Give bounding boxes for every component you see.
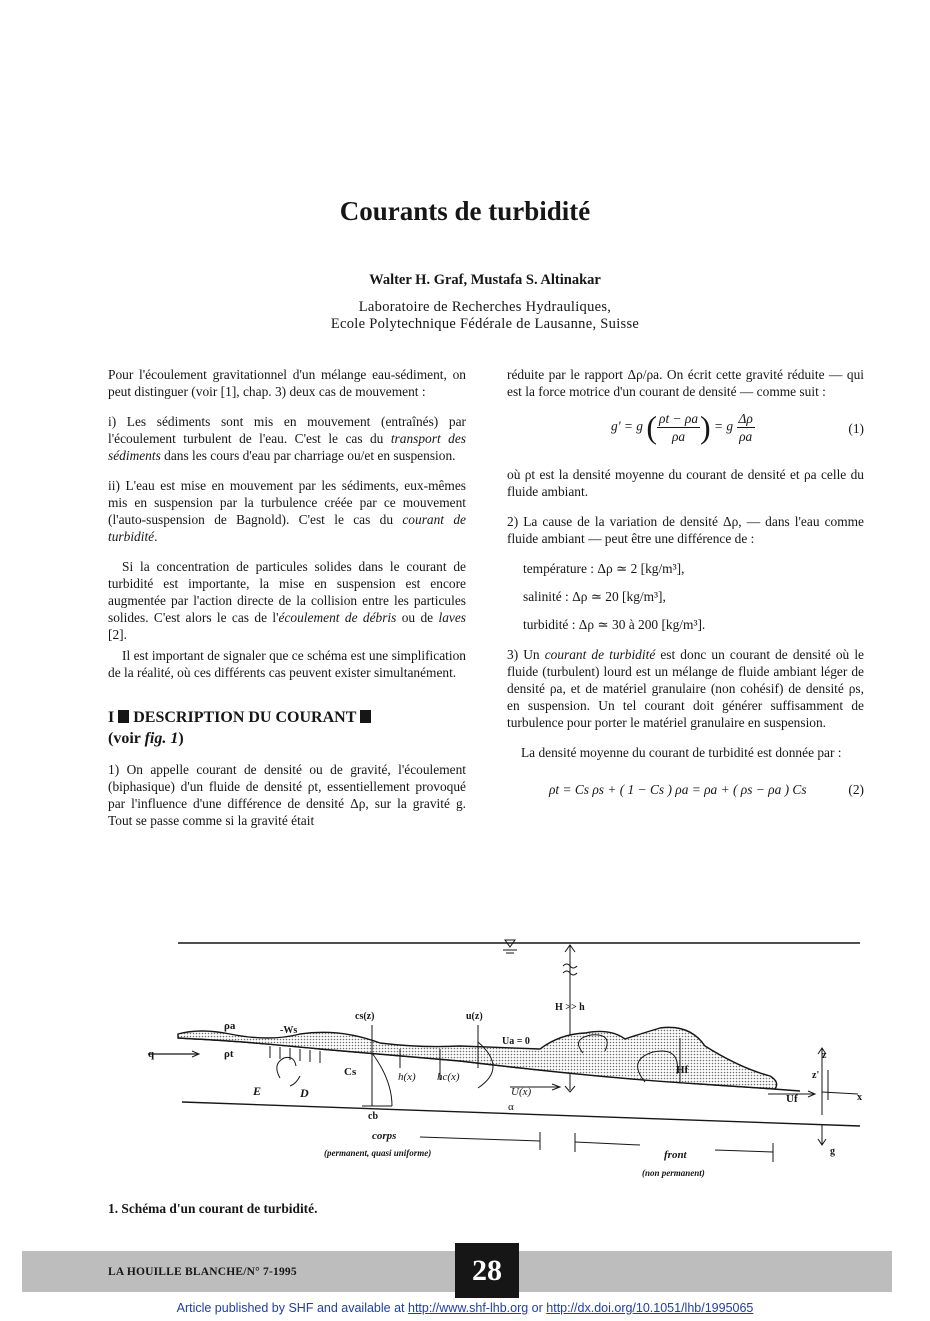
page-number: 28 [455,1243,519,1298]
eq1-mid: = g [714,418,734,434]
label-h-x: h(x) [398,1071,416,1083]
case-i-emphasis: transport des sédiments [108,431,466,463]
label-g: g [830,1146,835,1157]
x-axis [822,1092,858,1094]
turbidity-current-figure [0,930,930,1180]
label-rho-t: ρt [224,1048,234,1060]
square-bullet-icon [360,710,371,723]
label-ws: -Ws [280,1025,298,1036]
affiliation-line-1: Laboratoire de Recherches Hydrauliques, [358,299,612,315]
list-item: salinité : Δρ ≃ 20 [kg/m³], [523,589,666,604]
right-column [507,366,864,801]
density-cause-list [523,560,864,633]
journal-label: LA HOUILLE BLANCHE/N° 7-1995 [108,1266,297,1278]
para3-text-end: [2]. [108,627,127,642]
paren-open: ( [646,409,658,445]
para3-emphasis-2: laves [438,610,467,625]
paper-title: Courants de turbidité [339,196,591,226]
equation-1-number: (1) [848,421,864,436]
label-zp: z' [812,1070,820,1081]
label-alpha: α [508,1101,514,1113]
case-ii-paragraph [108,477,466,545]
mean-density-paragraph: La densité moyenne du courant de turbidité est donnée par : [521,745,842,760]
label-cs-z: cs(z) [355,1011,375,1022]
figure-caption: 1. Schéma d'un courant de turbidité. [108,1201,318,1216]
datum-line [182,1102,860,1126]
label-corps: corps [372,1130,397,1142]
para4-text-end: est donc un courant de densité où le fluide (turbulent) lourd est un mélange de fluide ambiant léger de densité ρa, et de matériel granulaire (non cohésif) de densité ρs, en suspension. Un tel courant doit générer suffisamment de turbulence pour porter le matériel granulaire en suspension. [507,647,864,730]
label-e: E [253,1084,262,1098]
eq1-numerator-2: Δρ [738,411,753,426]
label-u-z: u(z) [466,1011,483,1022]
label-u-x: U(x) [511,1086,532,1098]
label-cb: cb [368,1111,378,1122]
para3-emphasis-1: écoulement de débris [278,610,397,625]
affiliation-line-2: Ecole Polytechnique Fédérale de Lausanne, Suisse [330,316,640,332]
section-subtitle: (voir [108,730,145,747]
para3-text-mid: ou de [396,610,439,625]
notice-text: Article published by SHF and available at [176,1301,408,1315]
notice-text-mid: or [528,1301,547,1315]
label-ua0: Ua = 0 [502,1036,530,1047]
eq1-lhs: g' = g [611,418,643,434]
paren-close: ) [700,409,711,445]
case-i-paragraph [108,413,466,464]
case-ii-text: ii) L'eau est mise en mouvement par les sédiments, eux-mêmes mis en suspension par la turbulence créée par ce mouvement (l'auto-suspension de Bagnold). C'est le cas du [108,478,466,527]
section-subtitle-end: ) [178,730,184,747]
label-rho-a: ρa [224,1020,236,1032]
density-cause-paragraph: 2) La cause de la variation de densité Δρ, — dans l'eau comme fluide ambiant — peut être une différence de : [507,514,864,546]
section-heading [108,707,466,749]
equation-1 [507,408,864,452]
left-column [108,366,466,842]
para4-text: 3) Un [507,647,545,662]
turbidity-current-paragraph [507,646,864,731]
label-hf: Hf [676,1064,689,1076]
para3-text: Si la concentration de particules solides dans le courant de turbidité est importante, la mise en suspension est encore augmentée par l'action directe de la collision entre les particules solides. C'est alors le cas de l' [108,559,466,625]
section-title: DESCRIPTION DU COURANT [133,709,357,726]
label-q: q [148,1048,155,1060]
density-definition-paragraph: où ρt est la densité moyenne du courant de densité et ρa celle du fluide ambiant. [507,467,864,499]
label-d: D [300,1086,309,1100]
authors: Walter H. Graf, Mustafa S. Altinakar [369,272,601,288]
case-ii-emphasis: courant de turbidité [108,512,466,544]
eq1-numerator: ρt − ρa [659,411,699,426]
case-i-text-end: dans les cours d'eau par charriage ou/et en suspension. [160,448,456,463]
equation-2 [507,781,864,801]
equation-2-number: (2) [848,782,864,797]
simplification-paragraph: Il est important de signaler que ce schéma est une simplification de la réalité, où ces différents cas peuvent exister simultanément. [108,648,466,680]
concentration-paragraph [108,558,466,643]
eq1-denominator-2: ρa [739,429,753,444]
list-item: turbidité : Δρ ≃ 30 à 200 [kg/m³]. [523,617,706,632]
publication-notice [0,1301,930,1315]
section-subtitle-ref: fig. 1 [144,730,179,747]
label-x: x [857,1092,862,1103]
intro-paragraph: Pour l'écoulement gravitationnel d'un mélange eau-sédiment, on peut distinguer (voir [1], chap. 3) deux cas de mouvement : [108,367,466,399]
label-corps-sub: (permanent, quasi uniforme) [324,1148,432,1158]
case-ii-text-end: . [154,529,158,544]
reduced-gravity-paragraph: réduite par le rapport Δρ/ρa. On écrit cette gravité réduite — qui est la force motrice d'un courant de densité — comme suit : [507,367,864,399]
label-z: z [822,1050,827,1061]
eq2-formula: ρt = Cs ρs + ( 1 − Cs ) ρa = ρa + ( ρs − ρa ) Cs [549,782,807,797]
label-front-sub: (non permanent) [642,1168,705,1178]
label-front: front [664,1149,687,1161]
shf-link[interactable]: http://www.shf-lhb.org [408,1301,529,1315]
section-roman: I [108,709,115,726]
label-cs: Cs [344,1066,357,1078]
list-item: température : Δρ ≃ 2 [kg/m³], [523,561,685,576]
turbidity-current-body [178,1027,777,1089]
doi-link[interactable]: http://dx.doi.org/10.1051/lhb/1995065 [546,1301,754,1315]
entrainment-arrow [277,1057,296,1078]
case-i-text: i) Les sédiments sont mis en mouvement (entraînés) par l'écoulement turbulent de l'eau. C'est le cas du [108,414,466,446]
eq1-denominator: ρa [671,429,686,444]
concentration-profile [372,1053,392,1106]
square-bullet-icon [118,710,129,723]
label-hh: H >> h [555,1002,585,1013]
label-hc-x: hc(x) [437,1071,460,1083]
para4-emphasis: courant de turbidité [544,647,656,662]
density-current-paragraph: 1) On appelle courant de densité ou de gravité, l'écoulement (biphasique) d'un fluide de densité ρt, essentiellement provoqué par l'influence d'une différence de densité Δρ, sur la gravité g. Tout se passe comme si la gravité était [108,762,466,828]
label-uf: Uf [786,1093,798,1105]
